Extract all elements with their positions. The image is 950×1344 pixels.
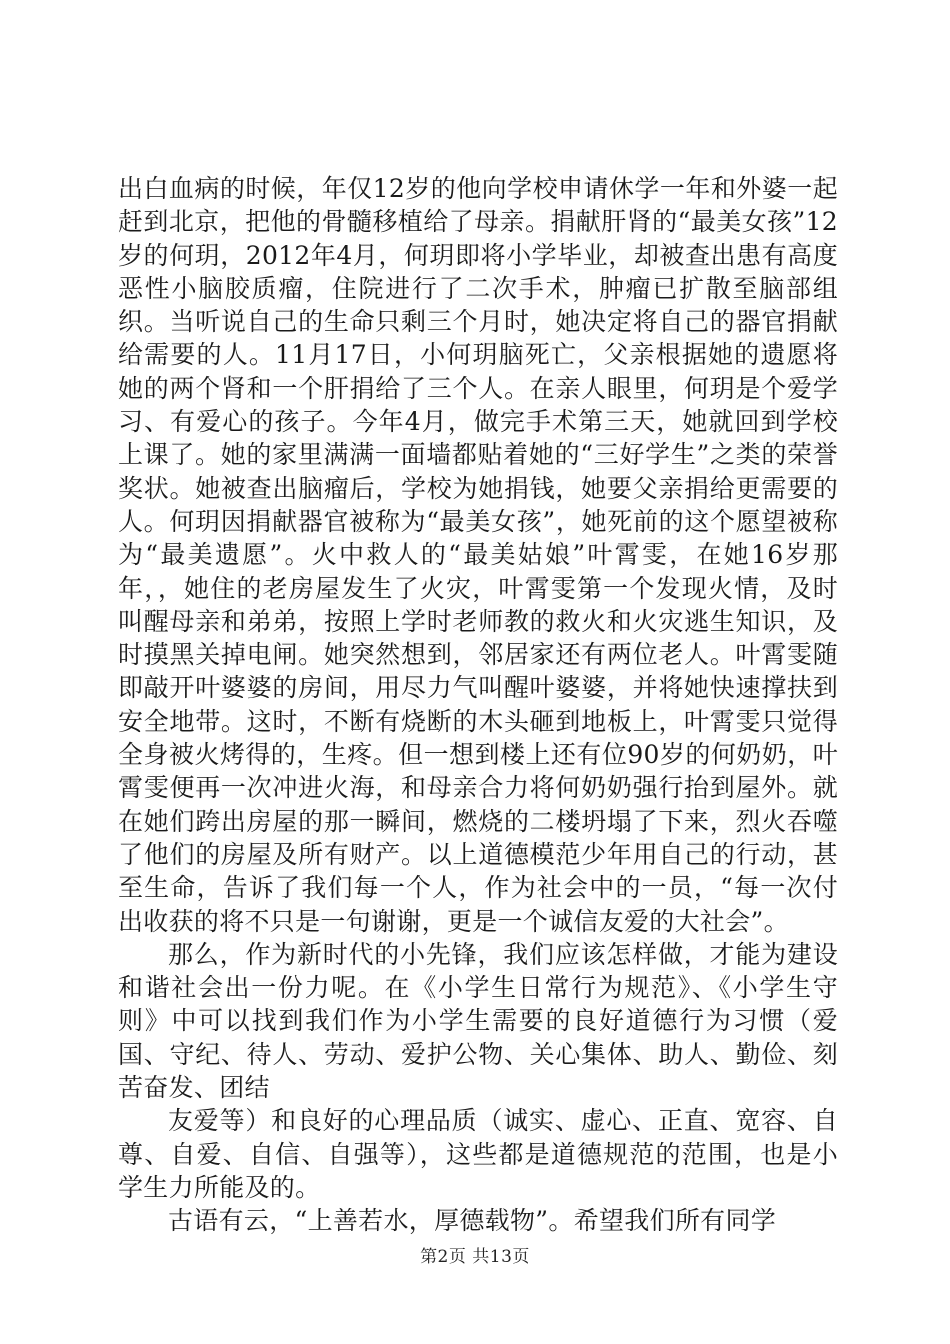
paragraph-1: 出白血病的时候，年仅12岁的他向学校申请休学一年和外婆一起赶到北京，把他的骨髓移植给了母亲。捐献肝肾的“最美女孩”12岁的何玥，2012年4月，何玥即将小学毕业，却被查出患有高度恶性小脑胶质瘤，住院进行了二次手术，肿瘤已扩散至脑部组织。当听说自己的生命只剩三个月时，她决定将自己的器官捐献给需要的人。11月17日，小何玥脑死亡，父亲根据她的遗愿将她的两个肾和一个肝捐给了三个人。在亲人眼里，何玥是个爱学习、有爱心的孩子。今年4月，做完手术第三天，她就回到学校上课了。她的家里满满一面墙都贴着她的“三好学生”之类的荣誉奖状。她被查出脑瘤后，学校为她捐钱，她要父亲捐给更需要的人。何玥因捐献器官被称为“最美女孩”，她死前的这个愿望被称为“最美遗愿”。火中救人的“最美姑娘”叶霄雯，在她16岁那年，，她住的老房屋发生了火灾，叶霄雯第一个发现火情，及时叫醒母亲和弟弟，按照上学时老师教的救火和火灾逃生知识，及时摸黑关掉电闸。她突然想到，邻居家还有两位老人。叶霄雯随即敲开叶婆婆的房间，用尽力气叫醒叶婆婆，并将她快速撑扶到安全地带。这时，不断有烧断的木头砸到地板上，叶霄雯只觉得全身被火烤得的，生疼。但一想到楼上还有位90岁的何奶奶，叶霄雯便再一次冲进火海，和母亲合力将何奶奶强行抬到屋外。就在她们跨出房屋的那一瞬间，燃烧的二楼坍塌了下来，烈火吞噬了他们的房屋及所有财产。以上道德模范少年用自己的行动，甚至生命，告诉了我们每一个人，作为社会中的一员，“每一次付出收获的将不只是一句谢谢，更是一个诚信友爱的大社会”。	[118, 174, 838, 936]
paragraph-3: 友爱等）和良好的心理品质（诚实、虚心、正直、宽容、自尊、自爱、自信、自强等），这些都是道德规范的范围，也是小学生力所能及的。	[118, 1106, 838, 1202]
paragraph-4: 古语有云，“上善若水，厚德载物”。希望我们所有同学	[168, 1206, 777, 1236]
document-body	[118, 172, 838, 1238]
paragraph-2: 那么，作为新时代的小先锋，我们应该怎样做，才能为建设和谐社会出一份力呢。在《小学生日常行为规范》、《小学生守则》中可以找到我们作为小学生需要的良好道德行为习惯（爱国、守纪、待人、劳动、爱护公物、关心集体、助人、勤俭、刻苦奋发、团结	[118, 939, 838, 1103]
page-number-footer: 第2页 共13页	[420, 1247, 530, 1267]
